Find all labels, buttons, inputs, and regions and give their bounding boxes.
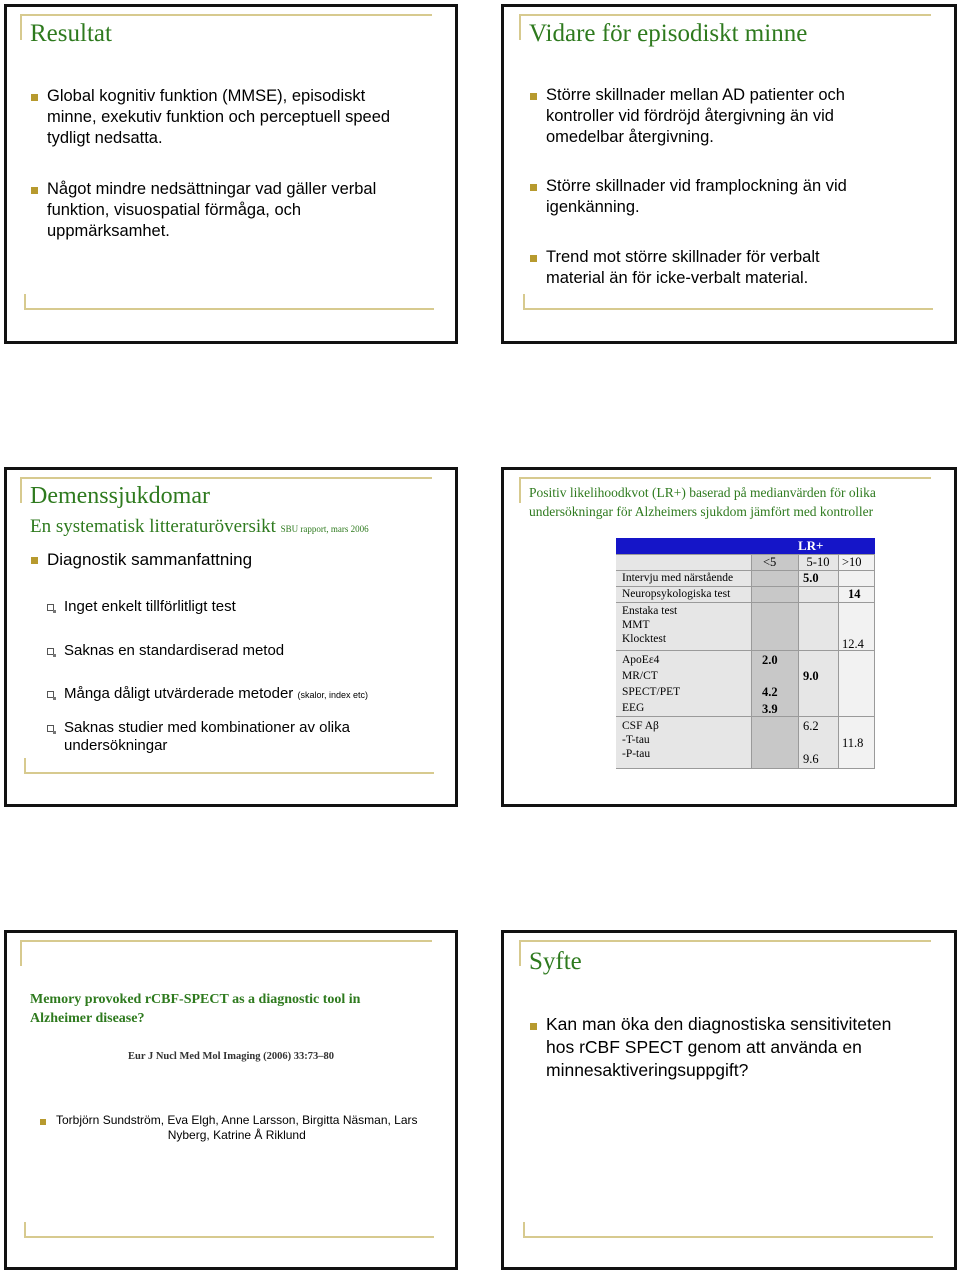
table-cell: 3.9 [762, 702, 778, 716]
slide-vidare [501, 4, 957, 344]
slide-top-rule [519, 940, 931, 942]
bullet-text: Något mindre nedsättningar vad gäller verbal funktion, visuospatial förmåga, och uppmärksamhet. [47, 180, 377, 240]
row-label: MR/CT [622, 670, 658, 682]
slide-bottom-rule [24, 1236, 434, 1238]
slide-bottom-rule [523, 308, 933, 310]
slide-top-rule [20, 940, 432, 942]
sub-bullet-text: Många dåligt utvärderade metoder (skalor, index etc) [64, 685, 369, 702]
table-cell: 5.0 [803, 571, 819, 585]
sub-bullet-text: Saknas en standardiserad metod [64, 642, 285, 659]
slide-title: Memory provoked rCBF-SPECT as a diagnostic tool in Alzheimer disease? [30, 992, 361, 1026]
row-label: Klocktest [622, 633, 667, 645]
slide-syfte [501, 930, 957, 1270]
lr-table [616, 538, 875, 769]
slide-title: Syfte [529, 948, 582, 975]
slide-title: Positiv likelihoodkvot (LR+) baserad på medianvärden för olika undersökningar för Alzheimers sjukdom jämfört med kontroller [529, 485, 876, 519]
bullet-text: Trend mot större skillnader för verbalt material än för icke-verbalt material. [546, 248, 820, 287]
table-cell: 6.2 [803, 719, 819, 733]
slide-article [4, 930, 458, 1270]
slide-title: Demenssjukdomar [30, 483, 210, 509]
table-cell: 9.0 [803, 669, 819, 683]
slide-title: Vidare för episodiskt minne [529, 20, 808, 47]
sub-bullet-text: Inget enkelt tillförlitligt test [64, 598, 236, 615]
slide-top-rule [519, 477, 931, 479]
table-header-lr: LR+ [798, 538, 824, 553]
bullet-text: Global kognitiv funktion (MMSE), episodiskt minne, exekutiv funktion och perceptuell speed tydligt nedsatta. [47, 87, 391, 147]
slide-top-rule [20, 14, 432, 16]
table-cell: 11.8 [842, 736, 864, 750]
bullet-square-icon [530, 255, 537, 262]
slide-bottom-rule [24, 308, 434, 310]
subtitle-source: SBU rapport, mars 2006 [280, 524, 369, 534]
slide-title: Resultat [30, 20, 112, 47]
table-rule [616, 650, 875, 651]
table-rule [616, 768, 875, 769]
table-cell: 2.0 [762, 653, 778, 667]
bullet-square-icon [530, 1023, 537, 1030]
row-label: Intervju med närstående [622, 572, 734, 584]
column-header: <5 [763, 555, 777, 569]
row-label: EEG [622, 702, 645, 714]
row-label: MMT [622, 619, 650, 631]
bullet-square-icon [530, 93, 537, 100]
bullet-text: Kan man öka den diagnostiska sensitiviteten hos rCBF SPECT genom att använda en minnesaktiveringsuppgift? [546, 1014, 892, 1080]
table-cell: 4.2 [762, 685, 778, 699]
checkbox-bullet-icon [47, 648, 54, 655]
checkbox-bullet-icon [47, 604, 54, 611]
row-label: -P-tau [622, 748, 651, 760]
table-cell: 9.6 [803, 752, 819, 766]
row-label: SPECT/PET [622, 686, 681, 698]
bullet-text: Diagnostik sammanfattning [47, 550, 253, 569]
row-label: -T-tau [622, 734, 650, 746]
slide-bottom-rule [523, 1236, 933, 1238]
row-label: CSF Aβ [622, 720, 659, 732]
bullet-square-icon [31, 94, 38, 101]
authors: Torbjörn Sundström, Eva Elgh, Anne Larsson, Birgitta Näsman, Lars Nyberg, Katrine Å Riklund [56, 1113, 418, 1142]
row-label: ApoEε4 [622, 654, 660, 666]
checkbox-bullet-icon [47, 725, 54, 732]
table-cell: 12.4 [842, 637, 864, 651]
bullet-square-icon [31, 187, 38, 194]
journal-citation: Eur J Nucl Med Mol Imaging (2006) 33:73–80 [128, 1051, 335, 1062]
sub-bullet-text: Saknas studier med kombinationer av olika undersökningar [64, 719, 350, 754]
bullet-text: Större skillnader vid framplockning än vid igenkänning. [546, 177, 847, 216]
table-rule [616, 602, 875, 603]
row-label: Enstaka test [622, 605, 678, 617]
slide-top-rule [20, 477, 432, 479]
table-rule [616, 716, 875, 717]
slide-bottom-rule [24, 772, 434, 774]
column-header: >10 [842, 555, 862, 569]
bullet-square-icon [530, 184, 537, 191]
row-label: Neuropsykologiska test [622, 588, 731, 600]
bullet-square-icon [31, 557, 38, 564]
slide-resultat [4, 4, 458, 344]
checkbox-bullet-icon [47, 691, 54, 698]
table-header-bar [616, 538, 875, 554]
slide-subtitle: En systematisk litteraturöversikt SBU rapport, mars 2006 [30, 516, 369, 537]
table-cell: 14 [848, 587, 861, 601]
slide-top-rule [519, 14, 931, 16]
bullet-text: Större skillnader mellan AD patienter och kontroller vid fördröjd återgivning än vid omedelbar återgivning. [546, 86, 845, 146]
column-header: 5-10 [806, 555, 830, 569]
bullet-square-icon [40, 1119, 46, 1125]
